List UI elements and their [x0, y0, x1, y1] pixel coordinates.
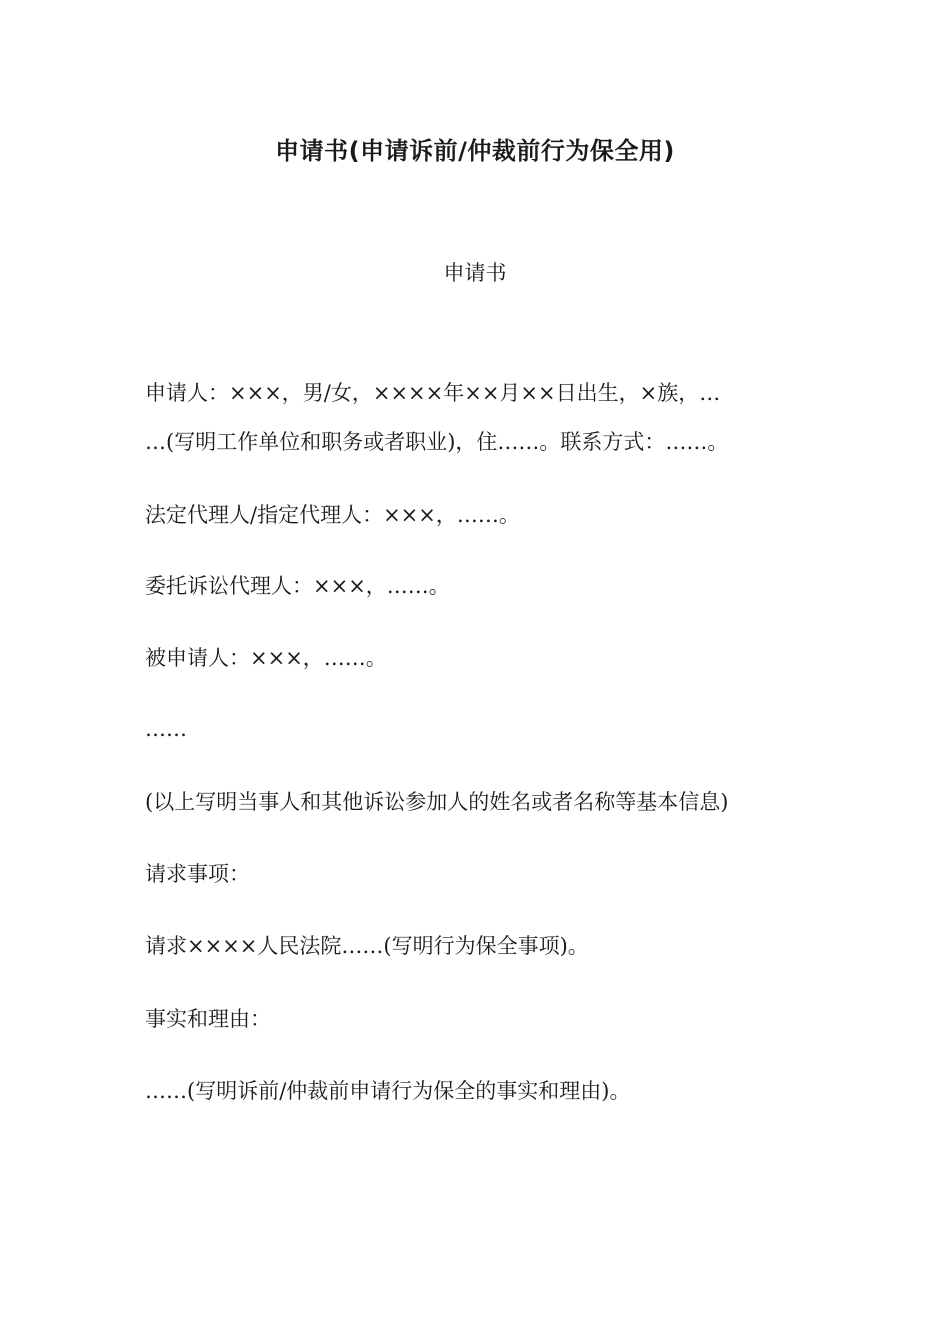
request-body-paragraph: 请求××××人民法院……(写明行为保全事项)。: [145, 934, 589, 958]
applicant-line-2: …(写明工作单位和职务或者职业)，住……。联系方式：……。: [145, 430, 729, 454]
respondent-paragraph: 被申请人：×××，……。: [145, 646, 387, 670]
legal-agent-paragraph: 法定代理人/指定代理人：×××，……。: [145, 503, 520, 527]
ellipsis-paragraph: ……: [145, 717, 187, 741]
request-heading: 请求事项：: [145, 862, 250, 886]
entrusted-agent-paragraph: 委托诉讼代理人：×××，……。: [145, 574, 450, 598]
document-title: 申请书(申请诉前/仲裁前行为保全用): [275, 137, 675, 165]
document-subtitle: 申请书: [443, 261, 507, 285]
facts-heading: 事实和理由：: [145, 1007, 271, 1031]
parties-note-paragraph: (以上写明当事人和其他诉讼参加人的姓名或者名称等基本信息): [145, 790, 729, 814]
facts-body-paragraph: ……(写明诉前/仲裁前申请行为保全的事实和理由)。: [145, 1079, 631, 1103]
applicant-line-1: 申请人：×××，男/女，××××年××月××日出生，×族，…: [145, 381, 721, 405]
